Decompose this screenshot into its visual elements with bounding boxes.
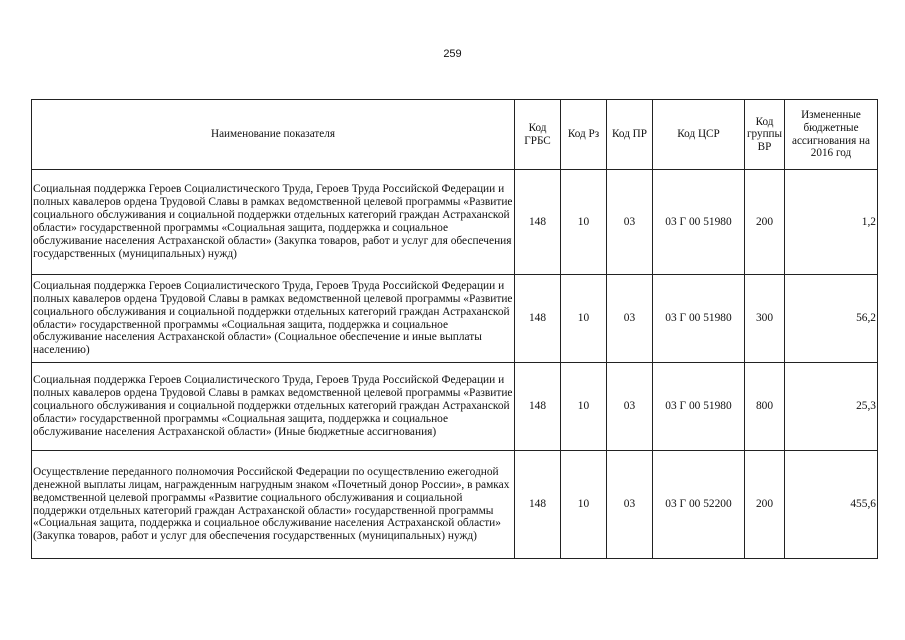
row-grbs: 148 <box>515 275 561 363</box>
row-pr: 03 <box>607 170 653 275</box>
header-vr: Код группы ВР <box>745 100 785 170</box>
header-pr: Код ПР <box>607 100 653 170</box>
header-amount: Измененные бюджетные ассигнования на 2016 год <box>785 100 878 170</box>
table-header-row <box>32 100 878 170</box>
row-vr: 200 <box>745 170 785 275</box>
row-pr: 03 <box>607 363 653 451</box>
row-name: Осуществление переданного полномочия Российской Федерации по осуществлению ежегодной денежной выплаты лицам, награжденным нагрудным знаком «Почетный донор России», в рамках ведомственной целевой программы «Развитие социального обслуживания и социальной поддержки отдельных категорий граждан Астраханской области» государственной программы «Социальная защита, поддержка и социальное обслуживание населения Астраханской области» (Закупка товаров, работ и услуг для обеспечения государственных (муниципальных) нужд) <box>32 451 515 559</box>
header-rz: Код Рз <box>561 100 607 170</box>
row-amount: 455,6 <box>785 451 878 559</box>
row-rz: 10 <box>561 451 607 559</box>
table-row <box>32 363 878 451</box>
row-rz: 10 <box>561 363 607 451</box>
row-vr: 300 <box>745 275 785 363</box>
row-name: Социальная поддержка Героев Социалистического Труда, Героев Труда Российской Федерации и полных кавалеров ордена Трудовой Славы в рамках ведомственной целевой программы «Развитие социального обслуживания и социальной поддержки отдельных категорий граждан Астраханской области» государственной программы «Социальная защита, поддержка и социальное обслуживание населения Астраханской области» (Иные бюджетные ассигнования) <box>32 363 515 451</box>
row-pr: 03 <box>607 275 653 363</box>
header-csr: Код ЦСР <box>653 100 745 170</box>
row-csr: 03 Г 00 51980 <box>653 363 745 451</box>
row-amount: 56,2 <box>785 275 878 363</box>
table-row <box>32 451 878 559</box>
row-pr: 03 <box>607 451 653 559</box>
table-row <box>32 275 878 363</box>
header-grbs: Код ГРБС <box>515 100 561 170</box>
row-amount: 1,2 <box>785 170 878 275</box>
row-grbs: 148 <box>515 363 561 451</box>
row-vr: 200 <box>745 451 785 559</box>
table-row <box>32 170 878 275</box>
row-csr: 03 Г 00 51980 <box>653 170 745 275</box>
page-number: 259 <box>443 48 462 60</box>
row-rz: 10 <box>561 170 607 275</box>
budget-table <box>31 99 878 559</box>
row-name: Социальная поддержка Героев Социалистического Труда, Героев Труда Российской Федерации и полных кавалеров ордена Трудовой Славы в рамках ведомственной целевой программы «Развитие социального обслуживания и социальной поддержки отдельных категорий граждан Астраханской области» государственной программы «Социальная защита, поддержка и социальное обслуживание населения Астраханской области» (Социальное обеспечение и иные выплаты населению) <box>32 275 515 363</box>
row-csr: 03 Г 00 52200 <box>653 451 745 559</box>
row-vr: 800 <box>745 363 785 451</box>
row-amount: 25,3 <box>785 363 878 451</box>
row-grbs: 148 <box>515 170 561 275</box>
row-grbs: 148 <box>515 451 561 559</box>
row-name: Социальная поддержка Героев Социалистического Труда, Героев Труда Российской Федерации и полных кавалеров ордена Трудовой Славы в рамках ведомственной целевой программы «Развитие социального обслуживания и социальной поддержки отдельных категорий граждан Астраханской области» государственной программы «Социальная защита, поддержка и социальное обслуживание населения Астраханской области» (Закупка товаров, работ и услуг для обеспечения государственных (муниципальных) нужд) <box>32 170 515 275</box>
row-rz: 10 <box>561 275 607 363</box>
header-name: Наименование показателя <box>32 100 515 170</box>
row-csr: 03 Г 00 51980 <box>653 275 745 363</box>
